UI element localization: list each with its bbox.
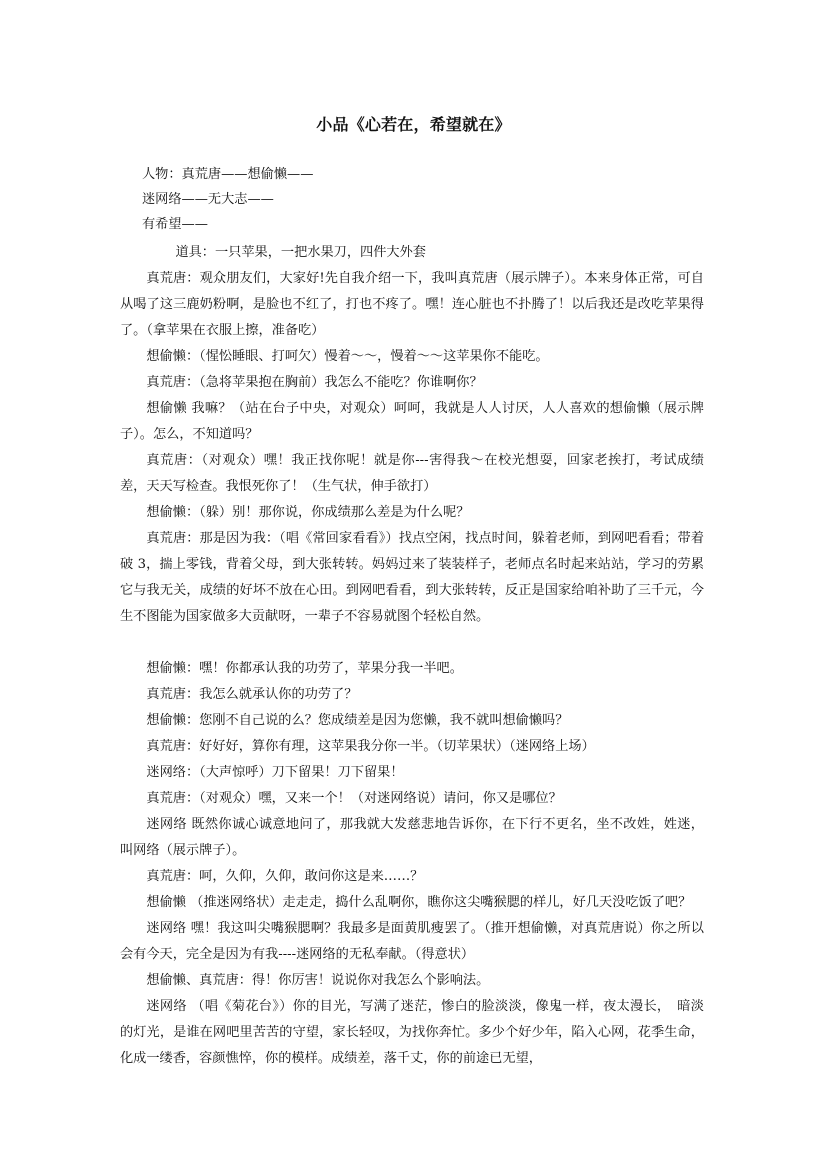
dialogue-paragraph: 迷网络 既然你诚心诚意地问了，那我就大发慈悲地告诉你，在下行不更名，坐不改姓，姓迷，叫网络（展示牌子）。 [120,817,704,858]
dialogue-paragraph: 想偷懒：嘿！你都承认我的功劳了，苹果分我一半吧。 [146,661,463,676]
dialogue-paragraph: 迷网络：（大声惊呼）刀下留果！刀下留果！ [146,765,404,780]
character-line: 迷网络——无大志—— [142,192,274,207]
dialogue-paragraph: 真荒唐：那是因为我：（唱《常回家看看》）找点空闲，找点时间，躲着老师，到网吧看看；带着破 3，揣上零钱，背着父母，到大张转转。妈妈过来了装装样子，老师点名时起来站站，学习的劳累它与我无关，成绩的好坏不放在心田。到网吧看看，到大张转转，反正是国家给咱补助了三千元，今生不图能为国家做多大贡献呀，一辈子不容易就图个轻松自然。 [120,531,704,624]
dialogue-paragraph: 想偷懒：您刚不自己说的么？您成绩差是因为您懒，我不就叫想偷懒吗？ [146,713,569,728]
page-title: 小品《心若在，希望就在》 [316,115,511,134]
character-list [142,162,313,237]
dialogue-paragraph: 真荒唐：（对观众）嘿！我正找你呢！就是你---害得我～在校光想耍，回家老挨打，考试成绩差，天天写检查。我恨死你了！（生气状，伸手欲打） [120,453,704,494]
dialogue-paragraph: 想偷懒、真荒唐：得！你厉害！说说你对我怎么个影响法。 [146,973,490,988]
dialogue-paragraph: 迷网络 嘿！我这叫尖嘴猴腮啊？我最多是面黄肌瘦罢了。（推开想偷懒，对真荒唐说）你之所以会有今天，完全是因为有我----迷网络的无私奉献。（得意状） [120,921,704,962]
dialogue-paragraph: 想偷懒 我嘛？（站在台子中央，对观众）呵呵，我就是人人讨厌，人人喜欢的想偷懒（展示牌子）。怎么，不知道吗？ [120,401,704,442]
dialogue-paragraph: 真荒唐：（对观众）嘿，又来一个！（对迷网络说）请问，你又是哪位？ [146,791,562,806]
dialogue-paragraph: 真荒唐：观众朋友们，大家好!先自我介绍一下，我叫真荒唐（展示牌子）。本来身体正常，可自从喝了这三鹿奶粉啊，是脸也不红了，打也不疼了。嘿！连心脏也不扑腾了！以后我还是改吃苹果得了。（拿苹果在衣服上擦，准备吃） [120,271,704,338]
character-line: 有希望—— [142,217,208,232]
dialogue-paragraph: 真荒唐：好好好，算你有理，这苹果我分你一半。（切苹果状）（迷网络上场） [146,739,595,754]
dialogue-paragraph: 想偷懒 （推迷网络状）走走走，捣什么乱啊你，瞧你这尖嘴猴腮的样儿，好几天没吃饭了吧？ [146,895,692,910]
character-line: 人物：真荒唐——想偷懒—— [142,167,314,182]
dialogue-paragraph: 迷网络 （唱《菊花台》）你的目光，写满了迷茫，惨白的脸淡淡，像鬼一样，夜太漫长， 暗淡的灯光，是谁在网吧里苦苦的守望，家长轻叹，为找你奔忙。多少个好少年，陷入心网，花季生命，化成一缕香，容颜憔悴，你的模样。成绩差，落千丈，你的前途已无望， [120,999,704,1066]
blank-line [120,630,704,656]
props-paragraph: 道具：一只苹果，一把水果刀，四件大外套 [175,245,426,260]
dialogue-paragraph: 真荒唐：（急将苹果抱在胸前）我怎么不能吃？你谁啊你？ [146,375,483,390]
dialogue-paragraph: 想偷懒：（惺忪睡眼、打呵欠）慢着～～，慢着～～这苹果你不能吃。 [146,349,549,364]
dialogue-paragraph: 想偷懒：（躲）别！那你说，你成绩那么差是为什么呢？ [146,505,470,520]
dialogue-paragraph: 真荒唐：我怎么就承认你的功劳了？ [146,687,358,702]
script-body [120,240,704,1072]
dialogue-paragraph: 真荒唐：呵，久仰，久仰，敢问你这是来……？ [146,869,424,884]
